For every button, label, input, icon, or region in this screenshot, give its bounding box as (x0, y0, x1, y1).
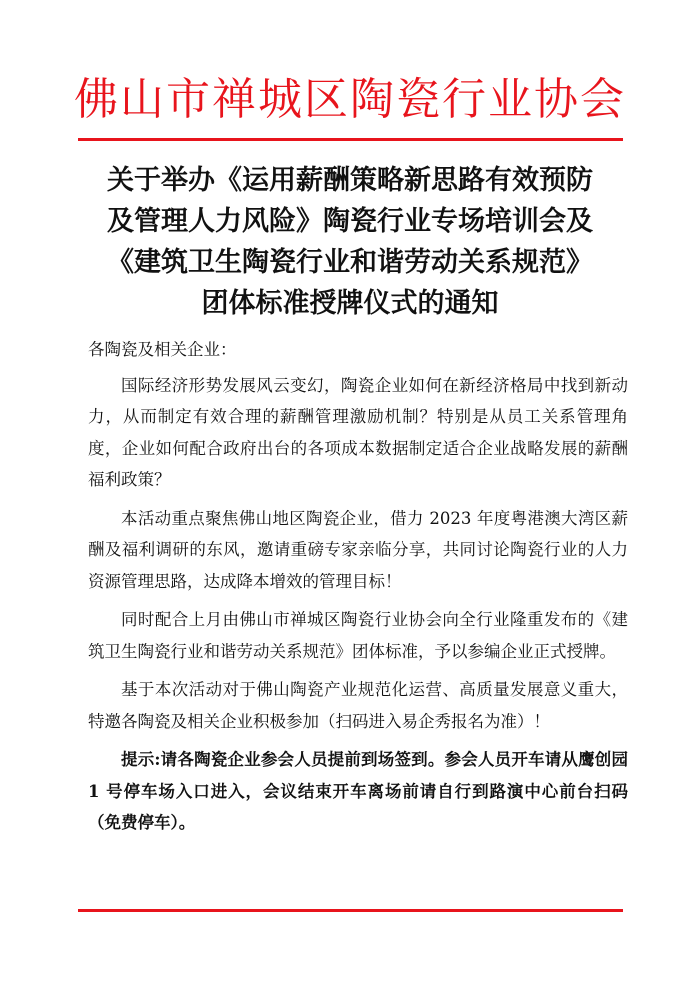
body-paragraph: 本活动重点聚焦佛山地区陶瓷企业，借力 2023 年度粤港澳大湾区薪酬及福利调研的东风，邀请重磅专家亲临分享，共同讨论陶瓷行业的人力资源管理思路，达成降本增效的管理目标！ (88, 508, 628, 591)
salutation: 各陶瓷及相关企业： (88, 340, 237, 359)
organization-name: 佛山市禅城区陶瓷行业协会 (74, 74, 626, 125)
body-paragraph: 国际经济形势发展风云变幻，陶瓷企业如何在新经济格局中找到新动力，从而制定有效合理的薪酬管理激励机制？特别是从员工关系管理角度，企业如何配合政府出台的各项成本数据制定适合企业战略发展的薪酬福利政策？ (88, 375, 628, 489)
document-title (60, 160, 640, 324)
title-line: 关于举办《运用薪酬策略新思路有效预防 (107, 165, 593, 196)
body-paragraph: 同时配合上月由佛山市禅城区陶瓷行业协会向全行业隆重发布的《建筑卫生陶瓷行业和谐劳动关系规范》团体标准，予以参编企业正式授牌。 (88, 610, 628, 661)
header-divider (78, 138, 623, 141)
attendance-note: 提示:请各陶瓷企业参会人员提前到场签到。参会人员开车请从鹰创园 1 号停车场入口进入，会议结束开车离场前请自行到路演中心前台扫码（免费停车）。 (88, 750, 628, 832)
body-paragraph: 基于本次活动对于佛山陶瓷产业规范化运营、高质量发展意义重大，特邀各陶瓷及相关企业积极参加（扫码进入易企秀报名为准）！ (88, 680, 628, 731)
footer-divider (78, 909, 623, 912)
title-line: 团体标准授牌仪式的通知 (201, 288, 499, 319)
title-line: 《建筑卫生陶瓷行业和谐劳动关系规范》 (107, 247, 593, 278)
title-line: 及管理人力风险》陶瓷行业专场培训会及 (107, 206, 593, 237)
document-body (88, 334, 628, 846)
